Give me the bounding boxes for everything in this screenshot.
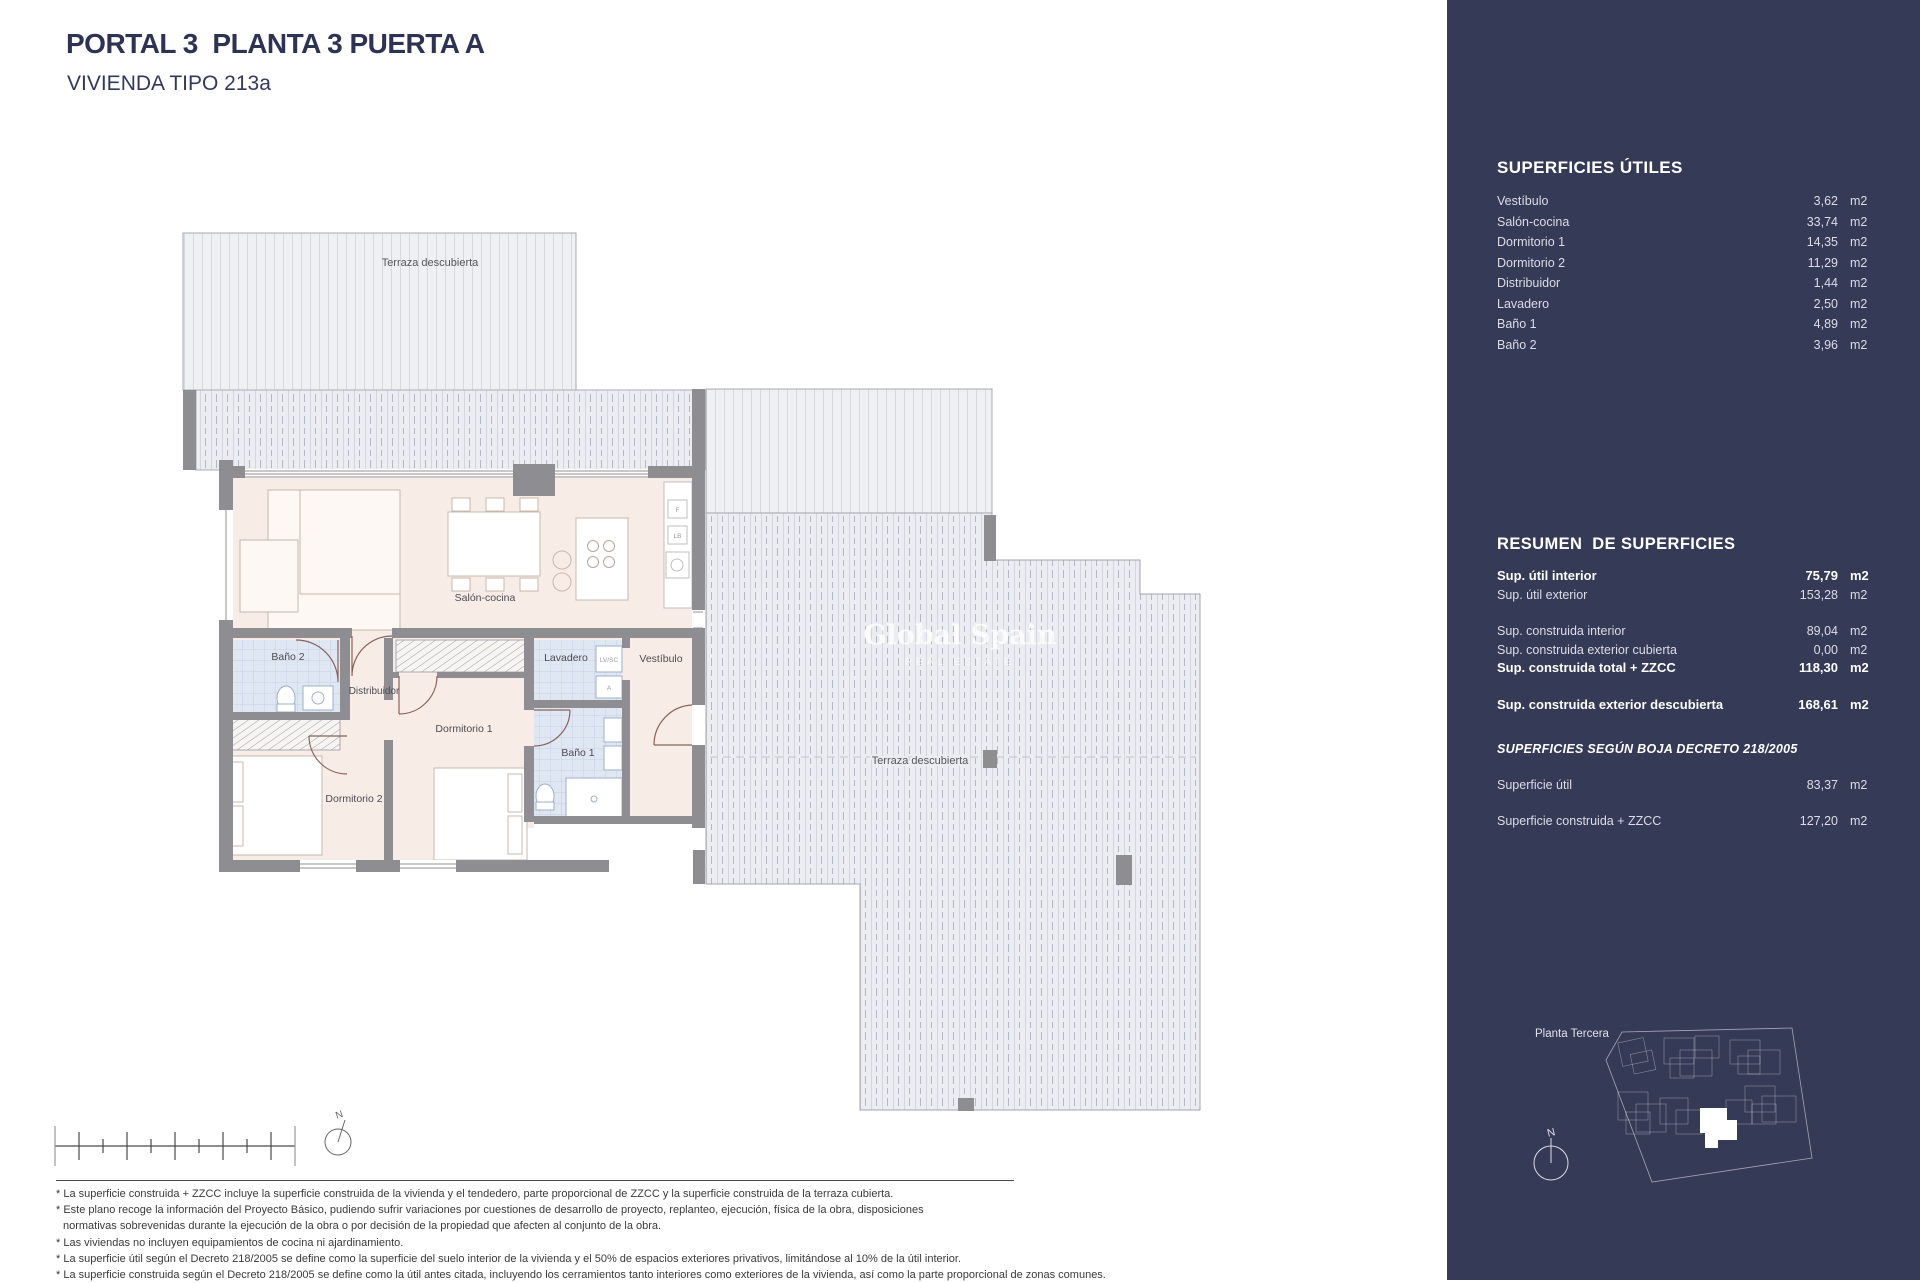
footnote-line: * La superficie construida según el Decreto 218/2005 se define como la útil antes citada, incluyendo los cerramientos tanto interiores como exteriores de la vivienda, así como la parte proporcional de zonas comunes.	[56, 1269, 1106, 1282]
section-heading-resumen: RESUMEN DE SUPERFICIES	[1497, 535, 1736, 553]
area-row	[1497, 253, 1872, 274]
area-value: 1,44	[1813, 276, 1838, 290]
area-value: 4,89	[1813, 317, 1838, 331]
area-row	[1497, 776, 1872, 794]
siteplan-north-label: N	[1545, 1126, 1557, 1140]
footnote-divider	[56, 1180, 1014, 1181]
area-row	[1497, 696, 1872, 715]
area-row	[1497, 812, 1872, 830]
area-label: Dormitorio 1	[1497, 235, 1566, 249]
area-value: 75,79	[1805, 568, 1838, 583]
footnote-line: * Las viviendas no incluyen equipamientos de cocina ni ajardinamiento.	[56, 1236, 404, 1249]
area-row	[1497, 567, 1872, 586]
dishwasher-label: LB	[673, 533, 682, 540]
area-value: 14,35	[1806, 235, 1838, 249]
terrace-strip	[183, 390, 705, 470]
area-row	[1497, 273, 1872, 294]
area-value: 83,37	[1806, 778, 1838, 792]
area-unit: m2	[1850, 337, 1868, 352]
footnote-line: * La superficie útil según el Decreto 218/2005 se define como la superficie del suelo interior de la vivienda y el 50% de espacios exteriores privativos, limitándose al 10% de la útil interior.	[56, 1252, 961, 1265]
footnote-line: * Este plano recoge la información del Proyecto Básico, pudiendo sufrir variaciones por cuestiones de desarrollo de proyecto, replanteo, ejecución, física de la obra, disposiciones	[56, 1204, 924, 1217]
area-value: 33,74	[1806, 214, 1838, 229]
terrace-right-label: Terraza descubierta	[871, 755, 969, 767]
area-value: 0,00	[1813, 642, 1838, 657]
area-row	[1497, 294, 1872, 315]
label-bano2: Baño 2	[271, 651, 305, 663]
area-label: Baño 1	[1497, 317, 1537, 331]
area-unit: m2	[1850, 696, 1869, 712]
label-dormitorio2: Dormitorio 2	[325, 793, 383, 805]
area-value: 153,28	[1799, 587, 1838, 602]
area-unit: m2	[1850, 587, 1868, 602]
area-label: Sup. construida exterior cubierta	[1497, 642, 1677, 657]
footnote-line: * La superficie construida + ZZCC incluye la superficie construida de la vivienda y el tendedero, parte proporcional de ZZCC y la superficie construida de la terraza cubierta.	[56, 1188, 894, 1200]
section-heading-utiles: SUPERFICIES ÚTILES	[1497, 158, 1683, 177]
area-unit: m2	[1850, 568, 1869, 583]
area-row	[1497, 314, 1872, 335]
area-unit: m2	[1850, 276, 1868, 290]
resumen-section	[1497, 535, 1872, 714]
area-value: 2,50	[1813, 296, 1838, 311]
area-unit: m2	[1850, 317, 1868, 331]
label-dormitorio1: Dormitorio 1	[435, 723, 493, 735]
area-value: 3,62	[1813, 194, 1838, 208]
scale-bar	[55, 1126, 295, 1166]
area-row	[1497, 641, 1872, 660]
footnotes	[56, 1186, 1386, 1283]
label-distribuidor: Distribuidor	[348, 686, 400, 697]
area-label: Salón-cocina	[1497, 214, 1570, 229]
area-label: Baño 2	[1497, 337, 1537, 352]
north-arrow	[325, 1109, 351, 1155]
page-subtitle: VIVIENDA TIPO 213a	[67, 72, 271, 95]
footnote-line: normativas sobrevenidas durante la ejecución de la obra o por decisión de la propiedad que afecten al conjunto de la obra.	[63, 1220, 662, 1233]
area-row	[1497, 586, 1872, 605]
area-unit: m2	[1850, 660, 1869, 675]
area-label: Sup. construida total + ZZCC	[1497, 660, 1676, 675]
area-value: 89,04	[1806, 624, 1838, 638]
area-row	[1497, 191, 1872, 212]
appliance-a-label: A	[606, 685, 612, 692]
terrace-top-label: Terraza descubierta	[381, 257, 479, 269]
siteplan-north-arrow	[1534, 1126, 1568, 1180]
area-label: Vestíbulo	[1497, 194, 1549, 208]
area-label: Superficie útil	[1497, 778, 1573, 792]
area-label: Sup. útil exterior	[1497, 587, 1588, 602]
area-unit: m2	[1850, 255, 1868, 270]
area-unit: m2	[1850, 778, 1868, 792]
area-value: 168,61	[1798, 696, 1838, 712]
area-unit: m2	[1850, 624, 1868, 638]
terrace-right	[706, 389, 1200, 1111]
area-unit: m2	[1850, 194, 1868, 208]
area-value: 118,30	[1798, 660, 1838, 675]
label-salon: Salón-cocina	[454, 592, 516, 604]
summary-sidebar	[1447, 0, 1920, 1280]
north-label: N	[334, 1109, 345, 1122]
area-label: Distribuidor	[1497, 276, 1561, 290]
area-label: Superficie construida + ZZCC	[1497, 814, 1662, 828]
area-unit: m2	[1850, 296, 1868, 311]
area-unit: m2	[1850, 642, 1868, 657]
washer-label: LV/SC	[599, 657, 619, 664]
label-vestibulo: Vestíbulo	[639, 653, 683, 665]
area-value: 3,96	[1813, 337, 1838, 352]
area-label: Sup. útil interior	[1497, 568, 1597, 583]
boja-section	[1497, 742, 1872, 830]
area-row	[1497, 622, 1872, 641]
area-row	[1497, 659, 1872, 678]
area-unit: m2	[1850, 214, 1868, 229]
area-label: Lavadero	[1497, 296, 1550, 311]
watermark-line2: REAL ESTATE	[905, 657, 1015, 668]
area-value: 11,29	[1807, 255, 1838, 270]
area-unit: m2	[1850, 235, 1868, 249]
superficies-utiles-section	[1497, 158, 1872, 355]
area-row	[1497, 232, 1872, 253]
highlighted-unit	[1700, 1108, 1737, 1148]
area-value: 127,20	[1799, 814, 1838, 828]
watermark-line1: Global Spain	[863, 620, 1057, 651]
area-label: Dormitorio 2	[1497, 255, 1566, 270]
area-row	[1497, 335, 1872, 356]
label-lavadero: Lavadero	[544, 652, 588, 664]
area-label: Sup. construida exterior descubierta	[1497, 696, 1724, 712]
page-title: PORTAL 3 PLANTA 3 PUERTA A	[66, 28, 485, 59]
fridge-label: F	[675, 507, 680, 514]
section-heading-boja: SUPERFICIES SEGÚN BOJA DECRETO 218/2005	[1497, 742, 1798, 756]
siteplan-label: Planta Tercera	[1535, 1028, 1609, 1040]
area-unit: m2	[1850, 814, 1868, 828]
label-bano1: Baño 1	[561, 747, 595, 759]
area-label: Sup. construida interior	[1497, 624, 1626, 638]
site-plan-map	[1447, 1000, 1920, 1280]
area-row	[1497, 212, 1872, 233]
terrace-top-left	[183, 233, 576, 390]
